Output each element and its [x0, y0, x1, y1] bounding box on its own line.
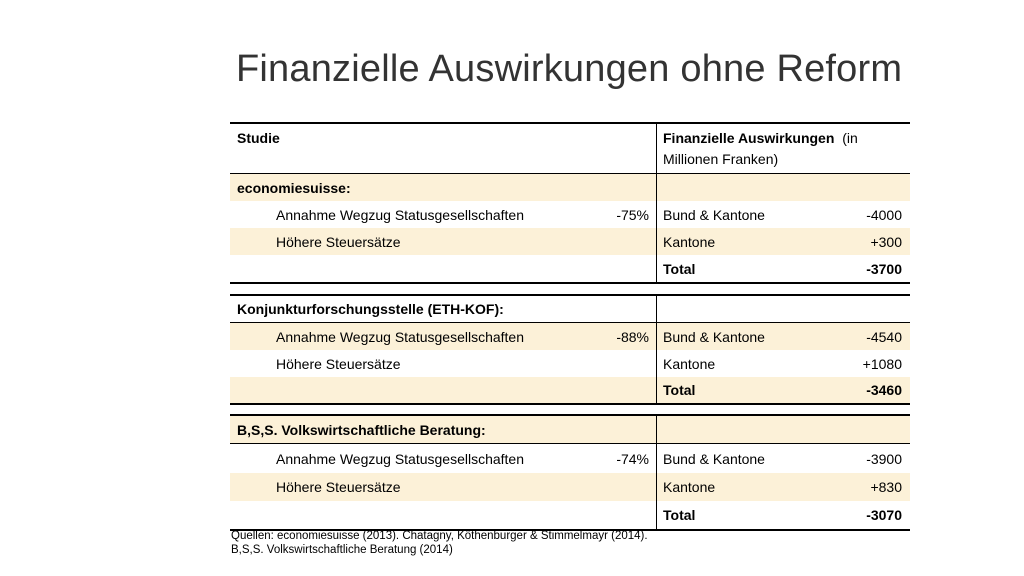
row-label: Annahme Wegzug Statusgesellschaften	[276, 328, 525, 345]
row-percent: -75%	[616, 206, 649, 223]
row-label: Höhere Steuersätze	[276, 355, 401, 372]
row-value: +300	[870, 233, 902, 250]
row-value: -3900	[866, 450, 902, 467]
table-row	[230, 444, 910, 473]
total-value: -3070	[866, 507, 902, 523]
row-value: -4000	[866, 206, 902, 223]
row-who: Kantone	[663, 355, 716, 372]
row-who: Bund & Kantone	[663, 450, 765, 467]
row-label: Höhere Steuersätze	[276, 479, 401, 495]
study-name: economiesuisse:	[237, 179, 351, 196]
table-row	[230, 201, 910, 228]
row-label: Annahme Wegzug Statusgesellschaften	[276, 206, 525, 223]
table-row	[230, 323, 910, 350]
study-name-row	[230, 296, 910, 323]
total-label: Total	[663, 507, 696, 523]
table-header-row	[230, 124, 910, 174]
total-row	[230, 501, 910, 529]
header-auswirkungen-line2: Millionen Franken)	[663, 151, 779, 167]
table-row	[230, 473, 910, 501]
total-label: Total	[663, 260, 696, 277]
sources-line-2: B,S,S. Volkswirtschaftliche Beratung (2014)	[231, 544, 453, 556]
header-auswirkungen	[663, 128, 858, 170]
row-who: Bund & Kantone	[663, 328, 765, 345]
slide-title: Finanzielle Auswirkungen ohne Reform	[236, 48, 903, 90]
table-eth-kof	[230, 294, 910, 405]
row-percent: -88%	[616, 328, 649, 345]
study-name: Konjunkturforschungsstelle (ETH-KOF):	[237, 301, 504, 317]
table-row	[230, 228, 910, 255]
sources-footnote	[231, 529, 648, 557]
row-label: Annahme Wegzug Statusgesellschaften	[276, 450, 525, 467]
total-row	[230, 377, 910, 403]
table-economiesuisse	[230, 122, 910, 284]
study-name: B,S,S. Volkswirtschaftliche Beratung:	[237, 421, 486, 438]
sources-line-1: Quellen: economiesuisse (2013). Chatagny, Köthenburger & Stimmelmayr (2014).	[231, 530, 648, 542]
row-who: Kantone	[663, 479, 716, 495]
study-name-row	[230, 416, 910, 444]
row-label: Höhere Steuersätze	[276, 233, 401, 250]
table-bss	[230, 414, 910, 531]
total-value: -3700	[866, 260, 902, 277]
row-who: Kantone	[663, 233, 716, 250]
total-value: -3460	[866, 382, 902, 398]
row-value: +830	[870, 479, 902, 495]
table-row	[230, 350, 910, 377]
total-row	[230, 255, 910, 282]
header-auswirkungen-bold: Finanzielle Auswirkungen	[663, 130, 835, 146]
study-name-row	[230, 174, 910, 201]
row-percent: -74%	[616, 450, 649, 467]
row-who: Bund & Kantone	[663, 206, 765, 223]
row-value: +1080	[862, 355, 902, 372]
header-auswirkungen-unit: (in	[842, 130, 858, 146]
header-studie: Studie	[237, 130, 280, 146]
total-label: Total	[663, 382, 696, 398]
row-value: -4540	[866, 328, 902, 345]
